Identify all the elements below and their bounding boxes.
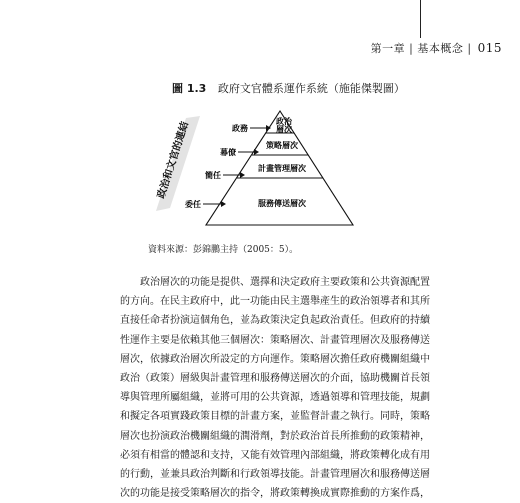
- body-line: 性運作主要是依賴其他三個層次：策略層次、計畫管理層次及服務傳送: [120, 334, 430, 346]
- body-paragraph: [120, 273, 430, 503]
- header-separator-2: |: [467, 41, 472, 55]
- page-number: 015: [477, 41, 502, 55]
- diagonal-band: [154, 116, 200, 211]
- pyramid-diagram: [148, 108, 408, 233]
- body-line: 直接任命者扮演這個角色，並為政策決定負起政治責任。但政府的持續: [120, 315, 430, 327]
- side-label-appointed: 委任: [185, 200, 201, 209]
- body-line: 次的功能是接受策略層次的指令，將政策轉換成實際推動的方案作爲，: [120, 488, 430, 500]
- running-header: [371, 40, 502, 56]
- tier-politics-label-1: 政治: [276, 117, 292, 126]
- tier-politics-label-2: 層次: [276, 125, 292, 134]
- header-rule: [420, 0, 421, 38]
- body-line: 導與管理所屬組織，並將可用的公共資源，透過領導和管理技能，規劃: [120, 392, 430, 404]
- side-label-senior: 簡任: [205, 171, 221, 180]
- chapter-label: 第一章: [370, 42, 406, 55]
- header-separator: |: [409, 41, 414, 55]
- body-line: 的行動，並兼具政治判斷和行政領導技能。計畫管理層次和服務傳送層: [120, 468, 430, 480]
- figure-number: 圖 1.3: [172, 82, 207, 95]
- tier-strategy-label: 策略層次: [266, 141, 298, 150]
- body-line: 政治層次的功能是提供、選擇和決定政府主要政策和公共資源配置: [140, 277, 430, 288]
- body-line: 層次，依據政治層次所設定的方向運作。策略層次擔任政府機關組織中: [120, 353, 430, 365]
- side-label-staff: 幕僚: [220, 148, 236, 157]
- figure-title: 政府文官體系運作系統（施能傑製圖）: [217, 82, 405, 95]
- body-line: 的方向。在民主政府中，此一功能由民主選舉產生的政治領導者和其所: [120, 296, 430, 308]
- body-line: 必須有相當的體認和支持，又能有效管理內部組織，將政策轉化成有用: [120, 449, 430, 461]
- body-line: 和擬定各項實踐政策目標的計畫方案，並監督計畫之執行。同時，策略: [120, 411, 430, 423]
- figure-caption: [172, 80, 405, 96]
- tier-planning-label: 計畫管理層次: [258, 164, 306, 173]
- figure-source: 資料來源：彭錦鵬主持（2005：5）。: [148, 245, 299, 255]
- chapter-title: 基本概念: [417, 42, 464, 55]
- body-line: 政治（政策）層級與計畫管理和服務傳送層次的介面，協助機關首長領: [120, 372, 430, 384]
- side-label-political: 政務: [232, 124, 248, 133]
- diagonal-label: 政治和文官的連結: [155, 120, 192, 200]
- tier-service-label: 服務傳送層次: [258, 199, 306, 208]
- body-line: 層次也扮演政治機關組織的潤滑劑，對於政治首長所推動的政策精神，: [120, 430, 430, 442]
